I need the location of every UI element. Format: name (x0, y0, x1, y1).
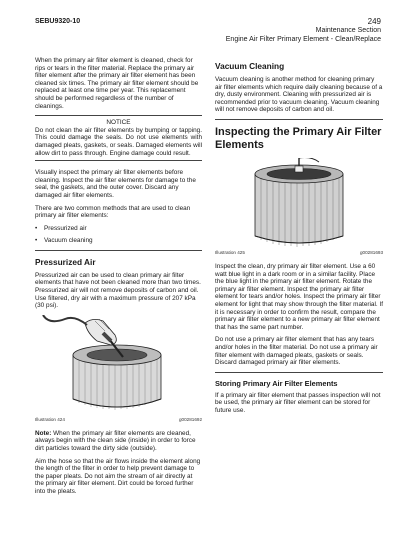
figure-caption (35, 417, 202, 422)
figure-label: Illustration 424 (35, 416, 65, 422)
page-number: 249 (367, 17, 381, 26)
page-header (226, 17, 381, 44)
section-name: Maintenance Section (315, 27, 381, 34)
intro-paragraph: When the primary air filter element is cleaned, check for rips or tears in the filter material. Replace the primary air filter element after the primary air filter element has been cleaned six times. The primary air filter element should be replaced at least one time per year. This replacement should be performed regardless of the number of cleanings. (35, 57, 199, 110)
figure-caption (215, 250, 383, 255)
notice-title: NOTICE (106, 119, 131, 127)
section-divider (215, 119, 383, 120)
section-divider (35, 250, 202, 251)
document-id: SEBU9320-10 (35, 18, 81, 25)
vacuum-cleaning-paragraph: Vacuum cleaning is another method for cleaning primary air filter elements which require daily cleaning because of a dry, dusty environment. Cleaning with pressurized air is recommended prior to vacuum cleaning. Vacuum cleaning will not remove deposits of carbon and oil. (215, 76, 383, 114)
methods-list (35, 225, 202, 245)
note-label: Note: (35, 429, 52, 437)
note-text: When the primary air filter elements are cleaned, always begin with the clean side (inside) in order to force dirt particles toward the dirty side (outside). (35, 429, 196, 453)
inspecting-heading: Inspecting the Primary Air Filter Elements (215, 125, 382, 151)
left-column (35, 57, 202, 501)
pressurized-air-paragraph: Pressurized air can be used to clean primary air filter elements that have not been cleaned more than two times. Pressurized air will not remove deposits of carbon and oil. Use filtered, dry air with a maximum pressure of 207 kPa (30 psi). (35, 271, 201, 310)
topic-name: Engine Air Filter Primary Element - Clean/Replace (225, 36, 381, 43)
figure-code: g00281693 (360, 249, 383, 255)
storing-heading: Storing Primary Air Filter Elements (215, 378, 338, 388)
air-filter-cleaning-image (35, 315, 202, 415)
list-item: • Pressurized air (35, 225, 202, 233)
figure-label: Illustration 425 (215, 249, 245, 255)
filter-inspection-image (215, 158, 383, 248)
vacuum-cleaning-heading: Vacuum Cleaning (215, 61, 285, 71)
inspect-paragraph: Visually inspect the primary air filter elements before cleaning. Inspect the air filter elements for damage to the seal, the gaskets, and the outer cover. Discard any damaged air filter elements. (35, 169, 196, 199)
aim-paragraph: Aim the hose so that the air flows inside the element along the length of the filter in order to help prevent damage to the paper pleats. Do not aim the stream of air directly at the primary air filter element. Dirt could be forced further into the pleats. (35, 457, 201, 495)
note-paragraph (35, 430, 202, 453)
notice-text: Do not clean the air filter elements by bumping or tapping. This could damage the seals. Do not use elements with damaged pleats, gaskets, or seals. Damaged elements will allow dirt to pass through. Engine damage could result. (35, 126, 202, 157)
right-column (215, 57, 383, 419)
notice-box (35, 115, 202, 161)
storing-paragraph: If a primary air filter element that passes inspection will not be used, the primary air filter element can be stored for future use. (215, 391, 381, 414)
section-divider (215, 372, 383, 373)
pressurized-air-heading: Pressurized Air (35, 256, 96, 267)
inspect-instructions: Inspect the clean, dry primary air filter element. Use a 60 watt blue light in a dark room or in a similar facility. Place the blue light in the primary air filter element. Rotate the primary air filter element. Inspect the primary air filter element for tears and/or holes. Inspect the primary air filter element for light that may show through the filter material. If it is necessary in order to confirm the result, compare the primary air filter element to a new primary air filter element that has the same part number. (215, 262, 384, 331)
figure-code: g00281692 (179, 416, 202, 422)
illustration-425 (215, 158, 383, 255)
methods-intro: There are two common methods that are used to clean primary air filter elements: (35, 204, 191, 220)
do-not-use-paragraph: Do not use a primary air filter element that has any tears and/or holes in the filter material. Do not use a primary air filter element with damaged pleats, gaskets or seals. Discard damaged primary air filter elements. (215, 336, 378, 367)
illustration-424 (35, 315, 202, 422)
list-item: • Vacuum cleaning (35, 237, 202, 245)
